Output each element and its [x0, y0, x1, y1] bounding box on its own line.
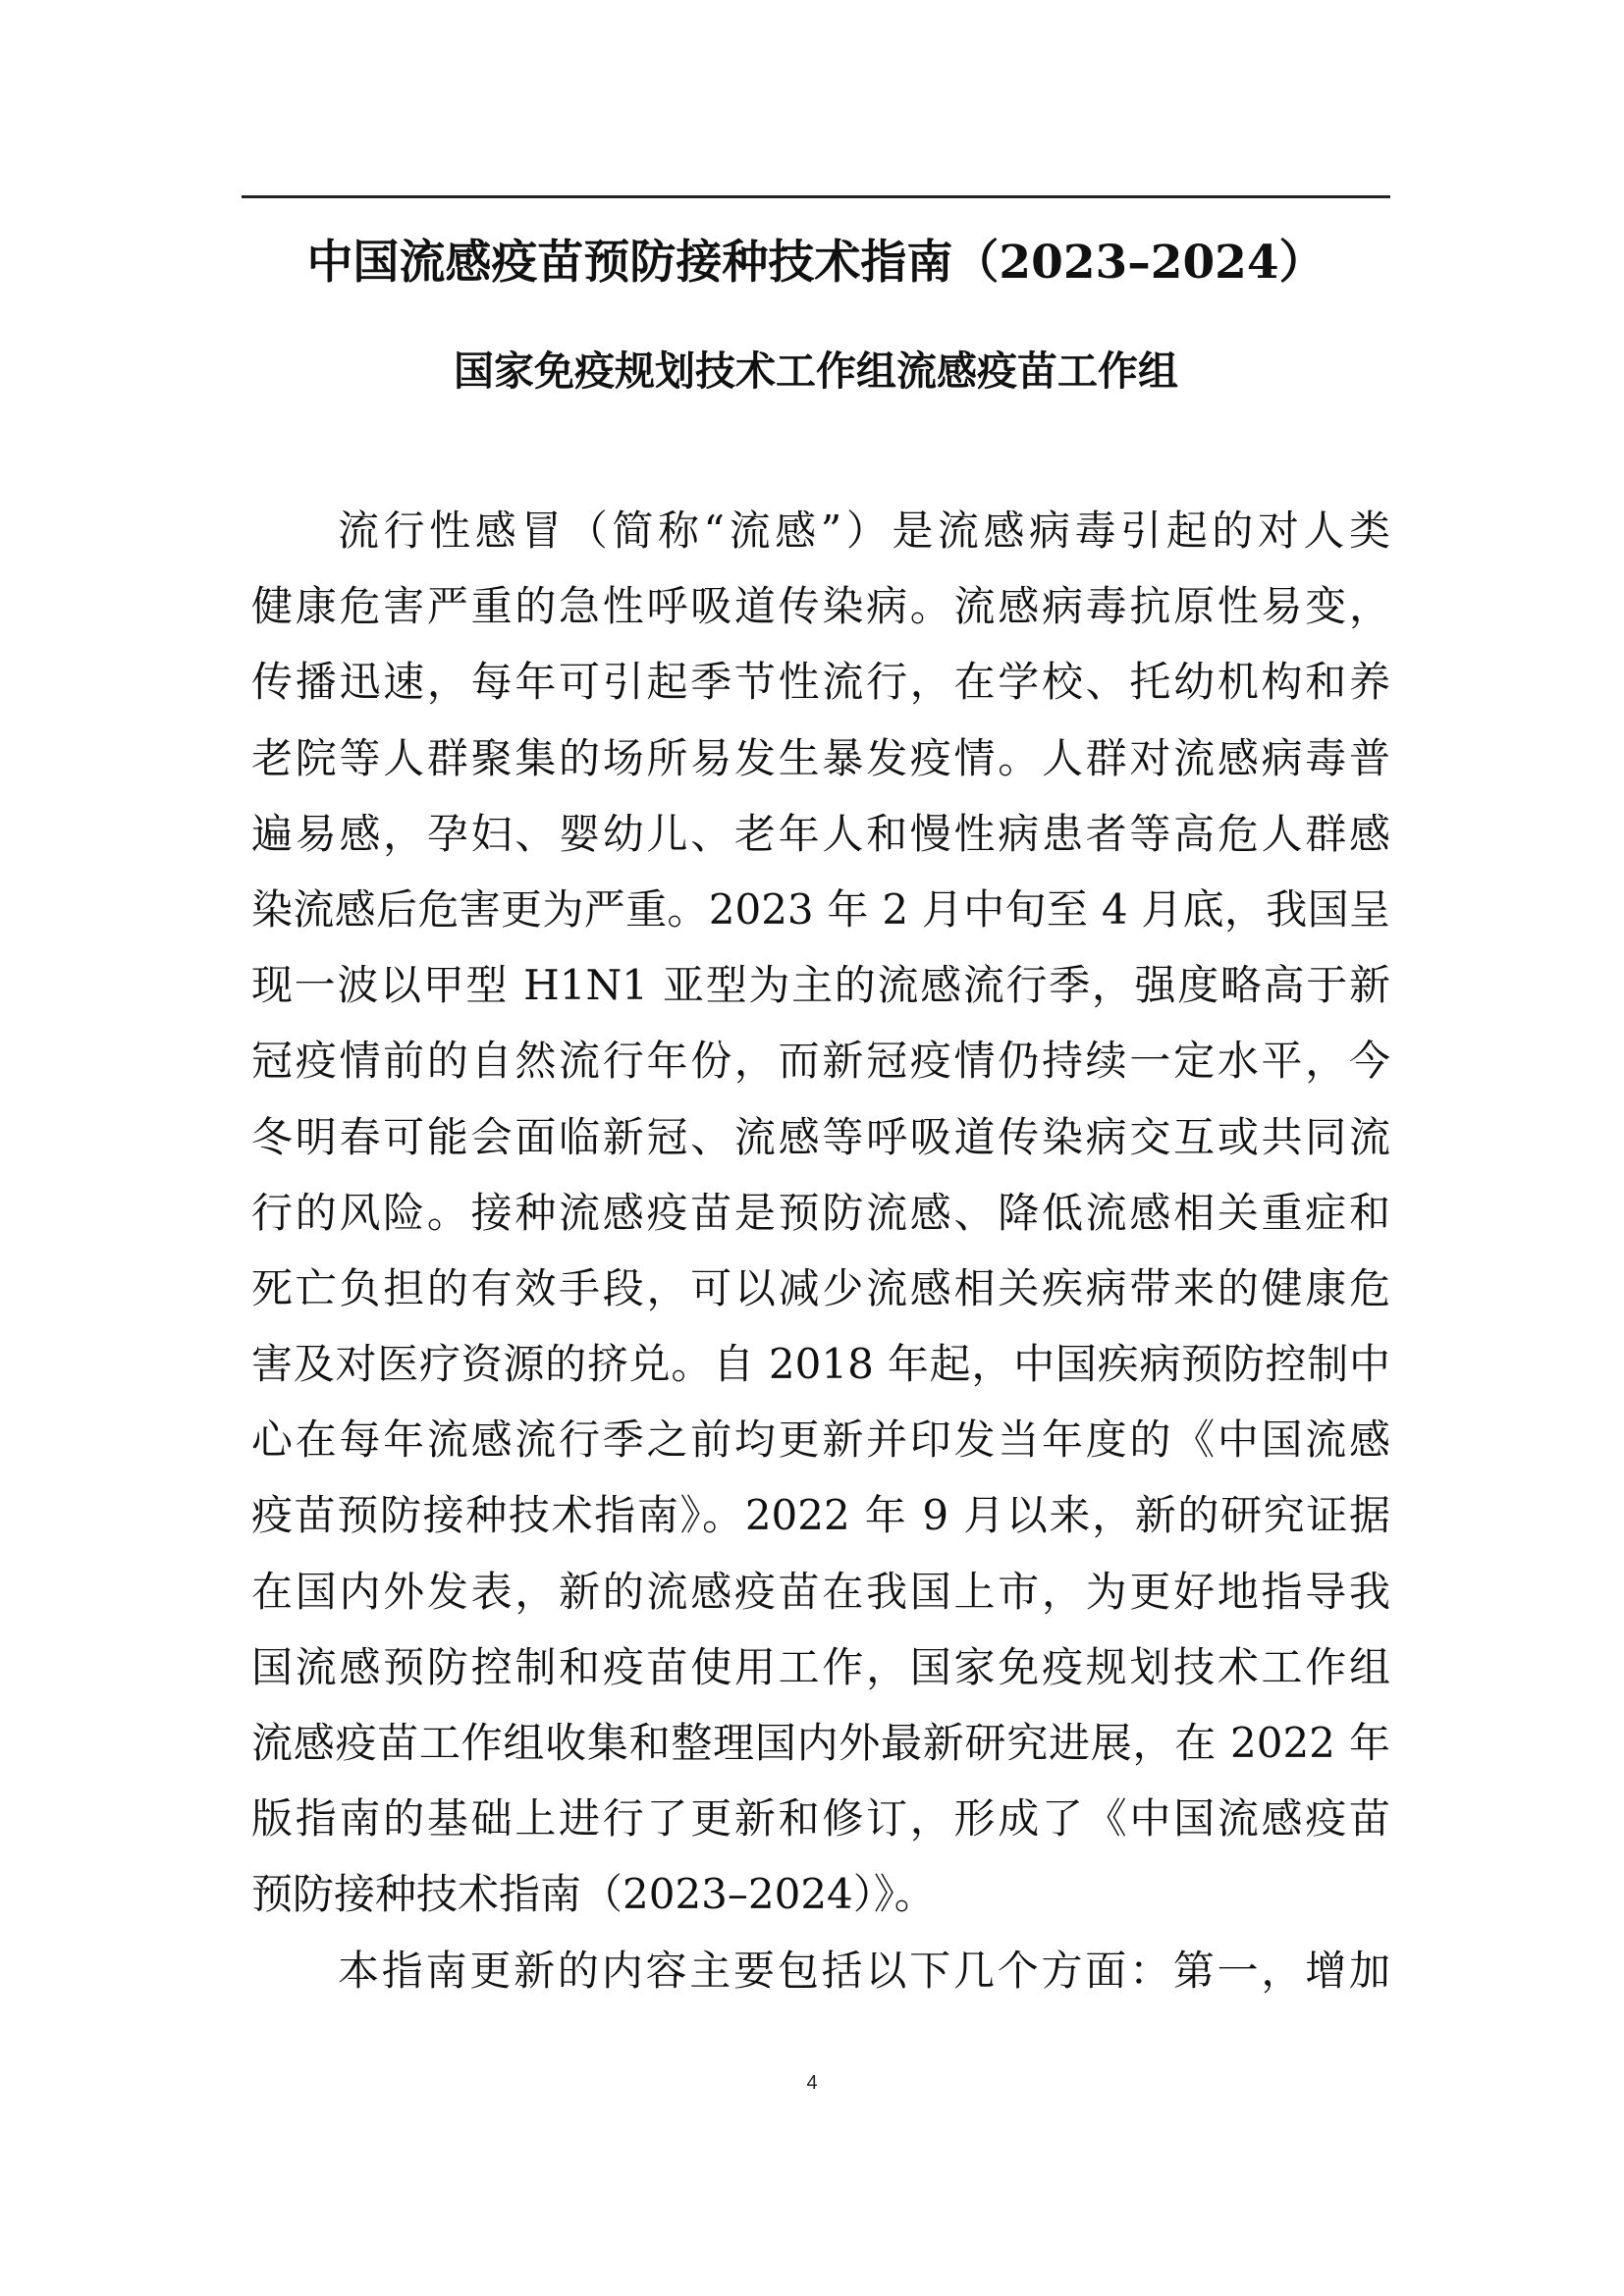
- page-number: 4: [806, 2072, 818, 2094]
- body-line: 版指南的基础上进行了更新和修订，形成了《中国流感疫苗: [251, 1794, 1390, 1843]
- body-line: 传播迅速，每年可引起季节性流行，在学校、托幼机构和养: [251, 658, 1390, 707]
- body-line: 行的风险。接种流感疫苗是预防流感、降低流感相关重症和: [251, 1188, 1390, 1237]
- body-line: 遍易感，孕妇、婴幼儿、老年人和慢性病患者等高危人群感: [251, 809, 1390, 858]
- body-line: 流感疫苗工作组收集和整理国内外最新研究进展，在 2022 年: [251, 1719, 1390, 1767]
- body-line: 健康危害严重的急性呼吸道传染病。流感病毒抗原性易变，: [251, 582, 1390, 631]
- body-line: 染流感后危害更为严重。2023 年 2 月中旬至 4 月底，我国呈: [251, 884, 1390, 934]
- body-line: 在国内外发表，新的流感疫苗在我国上市，为更好地指导我: [251, 1567, 1390, 1616]
- body-line: 本指南更新的内容主要包括以下几个方面：第一，增加: [338, 1946, 1390, 1995]
- body-line: 疫苗预防接种技术指南》。2022 年 9 月以来，新的研究证据: [251, 1491, 1390, 1540]
- body-text: [251, 493, 1390, 2008]
- header-rule: [242, 195, 1390, 198]
- body-line: 流行性感冒（简称“流感”）是流感病毒引起的对人类: [338, 507, 1390, 555]
- body-line: 冠疫情前的自然流行年份，而新冠疫情仍持续一定水平，今: [251, 1037, 1390, 1086]
- body-line: 国流感预防控制和疫苗使用工作，国家免疫规划技术工作组: [251, 1642, 1390, 1691]
- body-line: 冬明春可能会面临新冠、流感等呼吸道传染病交互或共同流: [251, 1112, 1390, 1161]
- document-subtitle: 国家免疫规划技术工作组流感疫苗工作组: [454, 347, 1178, 395]
- body-line: 老院等人群聚集的场所易发生暴发疫情。人群对流感病毒普: [251, 733, 1390, 782]
- body-line: 预防接种技术指南（2023–2024）》。: [251, 1870, 936, 1919]
- body-line: 心在每年流感流行季之前均更新并印发当年度的《中国流感: [251, 1415, 1390, 1465]
- body-line: 死亡负担的有效手段，可以减少流感相关疾病带来的健康危: [251, 1263, 1390, 1312]
- body-line: 害及对医疗资源的挤兑。自 2018 年起，中国疾病预防控制中: [251, 1340, 1390, 1389]
- document-title: 中国流感疫苗预防接种技术指南（2023–2024）: [306, 236, 1326, 290]
- body-line: 现一波以甲型 H1N1 亚型为主的流感流行季，强度略高于新: [251, 961, 1390, 1010]
